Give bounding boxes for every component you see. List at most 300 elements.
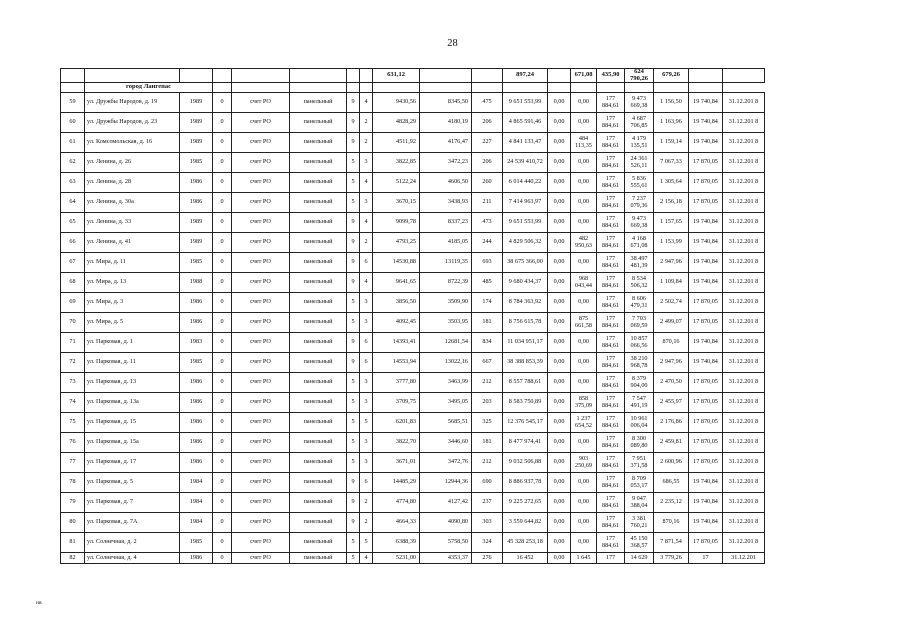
cell-fund-owners: 3 381 760,21 (625, 513, 654, 533)
cell-build-year: 1986 (180, 313, 213, 333)
cell-fund-federal: 0,00 (548, 173, 571, 193)
table-row (61, 193, 765, 213)
table-row (61, 373, 765, 393)
top-specific-cost: 679,26 (654, 69, 689, 83)
cell-overhaul-year: 0 (213, 553, 232, 564)
cell-fund-regional: 0,00 (571, 193, 597, 213)
top-total-cost: 897,24 (503, 69, 548, 83)
cell-address: ул. Парковая, д. 15 (85, 413, 180, 433)
cell-floors: 5 (347, 413, 360, 433)
cell-cost-limit: 19 740,84 (689, 213, 723, 233)
cell-living-area: 8722,39 (420, 273, 472, 293)
cell-fund-local: 177 884,61 (597, 353, 625, 373)
cell-row-number: 61 (61, 133, 85, 153)
cell-fund-local: 177 884,61 (597, 493, 625, 513)
cell-fund-federal: 0,00 (548, 313, 571, 333)
cell-cost-limit: 17 870,05 (689, 533, 723, 553)
cell-cost-per-sqm: 2 947,96 (654, 353, 689, 373)
cell-floors: 5 (347, 153, 360, 173)
cell-total-cost: 9 225 272,65 (503, 493, 548, 513)
cell-fund-owners: 38 497 481,39 (625, 253, 654, 273)
city-name: город Лангепас (85, 83, 213, 93)
cell-cost-limit: 17 870,05 (689, 313, 723, 333)
cell-entrances: 2 (360, 233, 373, 253)
cell-living-area: 8345,50 (420, 93, 472, 113)
cell-total-cost: 8 756 615,78 (503, 313, 548, 333)
cell-residents: 667 (472, 353, 503, 373)
cell-living-area: 4185,05 (420, 233, 472, 253)
cell-address: ул. Мира, д. 3 (85, 293, 180, 313)
cell-entrances: 3 (360, 153, 373, 173)
cell-residents: 181 (472, 433, 503, 453)
cell-fund-owners: 4 168 671,08 (625, 233, 654, 253)
cell-build-year: 1986 (180, 193, 213, 213)
cell-fund-owners: 4 179 135,51 (625, 133, 654, 153)
cell-entrances: 2 (360, 113, 373, 133)
cell-cost-per-sqm: 1 153,99 (654, 233, 689, 253)
table-row (61, 113, 765, 133)
cell-completion-date: 31.12.201 8 (723, 213, 765, 233)
cell-address: ул. Комсомольская, д. 16 (85, 133, 180, 153)
cell-fund-method: счет РО (232, 273, 290, 293)
cell-entrances: 4 (360, 213, 373, 233)
cell-floors: 9 (347, 473, 360, 493)
cell-completion-date: 31.12.201 8 (723, 433, 765, 453)
cell-fund-federal: 0,00 (548, 353, 571, 373)
cell-entrances: 3 (360, 293, 373, 313)
cell-row-number: 63 (61, 173, 85, 193)
cell-fund-local: 177 884,61 (597, 453, 625, 473)
cell-floors: 9 (347, 353, 360, 373)
cell-row-number: 75 (61, 413, 85, 433)
cell-cost-limit: 17 870,05 (689, 173, 723, 193)
cell-build-year: 1986 (180, 173, 213, 193)
cell-wall-material: панельный (290, 173, 347, 193)
cell-overhaul-year: 0 (213, 293, 232, 313)
cell-overhaul-year: 0 (213, 513, 232, 533)
cell-fund-regional: 858 375,09 (571, 393, 597, 413)
cell-completion-date: 31.12.201 8 (723, 493, 765, 513)
cell-residents: 693 (472, 253, 503, 273)
cell-completion-date: 31.12.201 8 (723, 253, 765, 273)
cell-total-area: 3709,75 (373, 393, 420, 413)
cell-floors: 9 (347, 333, 360, 353)
cell-address: ул. Парковая, д. 11 (85, 353, 180, 373)
cell-living-area: 4353,37 (420, 553, 472, 564)
table-row (61, 353, 765, 373)
cell-fund-owners: 8 606 479,31 (625, 293, 654, 313)
cell-row-number: 80 (61, 513, 85, 533)
cell-fund-local: 177 884,61 (597, 373, 625, 393)
cell-total-cost: 11 034 951,17 (503, 333, 548, 353)
cell-address: ул. Парковая, д. 15а (85, 433, 180, 453)
cell-fund-method: счет РО (232, 493, 290, 513)
table-row (61, 533, 765, 553)
cell-cost-limit: 19 740,84 (689, 233, 723, 253)
cell-fund-federal: 0,00 (548, 213, 571, 233)
housing-registry-table (60, 68, 765, 564)
cell-address: ул. Ленина, д. 33 (85, 213, 180, 233)
cell-total-cost: 7 414 963,97 (503, 193, 548, 213)
cell-residents: 485 (472, 273, 503, 293)
cell-cost-per-sqm: 2 459,81 (654, 433, 689, 453)
cell-cost-limit: 17 (689, 553, 723, 564)
cell-cost-limit: 17 870,05 (689, 373, 723, 393)
cell-entrances: 5 (360, 533, 373, 553)
cell-fund-regional: 0,00 (571, 113, 597, 133)
cell-total-cost: 6 014 440,22 (503, 173, 548, 193)
cell-fund-owners: 5 836 555,61 (625, 173, 654, 193)
cell-fund-regional: 0,00 (571, 333, 597, 353)
cell-cost-limit: 19 740,84 (689, 253, 723, 273)
cell-address: ул. Мира, д. 13 (85, 273, 180, 293)
cell-row-number: 76 (61, 433, 85, 453)
cell-wall-material: панельный (290, 153, 347, 173)
cell-fund-owners: 45 150 368,57 (625, 533, 654, 553)
cell-floors: 9 (347, 253, 360, 273)
cell-fund-local: 177 884,61 (597, 233, 625, 253)
cell-total-cost: 24 539 410,72 (503, 153, 548, 173)
cell-total-area: 5122,24 (373, 173, 420, 193)
cell-completion-date: 31.12.201 8 (723, 273, 765, 293)
cell-cost-per-sqm: 2 600,96 (654, 453, 689, 473)
cell-wall-material: панельный (290, 533, 347, 553)
cell-fund-method: счет РО (232, 553, 290, 564)
cell-floors: 9 (347, 233, 360, 253)
cell-total-area: 4774,80 (373, 493, 420, 513)
cell-fund-regional: 1 237 654,52 (571, 413, 597, 433)
cell-fund-local: 177 884,61 (597, 393, 625, 413)
cell-completion-date: 31.12.201 8 (723, 533, 765, 553)
cell-row-number: 81 (61, 533, 85, 553)
cell-total-area: 9641,65 (373, 273, 420, 293)
cell-total-cost: 16 452 (503, 553, 548, 564)
cell-cost-per-sqm: 2 455,97 (654, 393, 689, 413)
cell-build-year: 1985 (180, 153, 213, 173)
cell-row-number: 73 (61, 373, 85, 393)
cell-fund-owners: 9 047 388,04 (625, 493, 654, 513)
cell-address: ул. Ленина, д. 41 (85, 233, 180, 253)
cell-living-area: 3509,90 (420, 293, 472, 313)
cell-fund-local: 177 884,61 (597, 153, 625, 173)
cell-cost-limit: 19 740,84 (689, 353, 723, 373)
cell-floors: 5 (347, 533, 360, 553)
cell-wall-material: панельный (290, 433, 347, 453)
cell-fund-owners: 9 473 669,38 (625, 93, 654, 113)
cell-fund-local: 177 (597, 553, 625, 564)
cell-floors: 5 (347, 193, 360, 213)
cell-fund-federal: 0,00 (548, 473, 571, 493)
cell-overhaul-year: 0 (213, 473, 232, 493)
cell-entrances: 3 (360, 393, 373, 413)
cell-address: ул. Парковая, д. 13 (85, 373, 180, 393)
cell-entrances: 4 (360, 553, 373, 564)
cell-completion-date: 31.12.201 8 (723, 193, 765, 213)
cell-fund-local: 177 884,61 (597, 533, 625, 553)
cell-overhaul-year: 0 (213, 313, 232, 333)
cell-total-cost: 9 032 506,88 (503, 453, 548, 473)
table-row (61, 393, 765, 413)
cell-address: ул. Парковая, д. 7А (85, 513, 180, 533)
cell-fund-federal: 0,00 (548, 273, 571, 293)
cell-floors: 5 (347, 453, 360, 473)
cell-living-area: 4127,42 (420, 493, 472, 513)
cell-total-cost: 8 477 974,41 (503, 433, 548, 453)
cell-fund-method: счет РО (232, 533, 290, 553)
cell-row-number: 68 (61, 273, 85, 293)
cell-fund-federal: 0,00 (548, 293, 571, 313)
table-row (61, 93, 765, 113)
cell-total-area: 14393,41 (373, 333, 420, 353)
cell-fund-regional: 0,00 (571, 433, 597, 453)
cell-cost-limit: 19 740,84 (689, 513, 723, 533)
cell-fund-federal: 0,00 (548, 113, 571, 133)
cell-entrances: 3 (360, 313, 373, 333)
cell-living-area: 3472,23 (420, 153, 472, 173)
cell-cost-per-sqm: 870,16 (654, 333, 689, 353)
cell-fund-federal: 0,00 (548, 393, 571, 413)
cell-row-number: 59 (61, 93, 85, 113)
cell-cost-limit: 19 740,84 (689, 93, 723, 113)
cell-fund-federal: 0,00 (548, 553, 571, 564)
cell-residents: 181 (472, 313, 503, 333)
cell-fund-owners: 10 857 066,56 (625, 333, 654, 353)
table-row (61, 293, 765, 313)
cell-living-area: 4090,80 (420, 513, 472, 533)
cell-overhaul-year: 0 (213, 493, 232, 513)
cell-overhaul-year: 0 (213, 393, 232, 413)
cell-total-area: 5231,00 (373, 553, 420, 564)
cell-entrances: 2 (360, 133, 373, 153)
cell-cost-limit: 17 870,05 (689, 393, 723, 413)
cell-cost-limit: 17 870,05 (689, 433, 723, 453)
cell-fund-method: счет РО (232, 133, 290, 153)
cell-build-year: 1985 (180, 353, 213, 373)
cell-cost-per-sqm: 870,16 (654, 513, 689, 533)
cell-build-year: 1984 (180, 473, 213, 493)
cell-total-area: 3671,01 (373, 453, 420, 473)
top-fund-4: 624 790,26 (625, 69, 654, 83)
cell-fund-method: счет РО (232, 513, 290, 533)
cell-fund-regional: 482 950,63 (571, 233, 597, 253)
cell-wall-material: панельный (290, 233, 347, 253)
cell-cost-per-sqm: 3 779,26 (654, 553, 689, 564)
cell-overhaul-year: 0 (213, 333, 232, 353)
cell-overhaul-year: 0 (213, 373, 232, 393)
cell-wall-material: панельный (290, 273, 347, 293)
cell-address: ул. Парковая, д. 1 (85, 333, 180, 353)
cell-entrances: 6 (360, 473, 373, 493)
cell-total-cost: 9 651 553,99 (503, 93, 548, 113)
cell-wall-material: панельный (290, 133, 347, 153)
cell-completion-date: 31.12.201 8 (723, 113, 765, 133)
cell-fund-owners: 8 300 089,80 (625, 433, 654, 453)
cell-cost-per-sqm: 2 156,18 (654, 193, 689, 213)
cell-address: ул. Ленина, д. 30а (85, 193, 180, 213)
cell-total-cost: 4 841 133,47 (503, 133, 548, 153)
cell-wall-material: панельный (290, 333, 347, 353)
cell-total-cost: 8 583 750,89 (503, 393, 548, 413)
carryover-row (61, 69, 765, 83)
cell-fund-method: счет РО (232, 393, 290, 413)
cell-total-area: 9099,78 (373, 213, 420, 233)
cell-address: ул. Парковая, д. 13а (85, 393, 180, 413)
cell-total-cost: 8 557 788,61 (503, 373, 548, 393)
cell-row-number: 66 (61, 233, 85, 253)
cell-total-area: 14485,29 (373, 473, 420, 493)
cell-wall-material: панельный (290, 313, 347, 333)
cell-fund-regional: 484 113,35 (571, 133, 597, 153)
cell-wall-material: панельный (290, 553, 347, 564)
cell-fund-federal: 0,00 (548, 93, 571, 113)
cell-row-number: 67 (61, 253, 85, 273)
cell-fund-federal: 0,00 (548, 513, 571, 533)
table-row (61, 253, 765, 273)
cell-fund-owners: 7 547 491,19 (625, 393, 654, 413)
cell-cost-per-sqm: 1 305,64 (654, 173, 689, 193)
top-fund-3: 435,90 (597, 69, 625, 83)
cell-living-area: 3472,76 (420, 453, 472, 473)
table-row (61, 433, 765, 453)
cell-total-area: 14553,94 (373, 353, 420, 373)
cell-fund-method: счет РО (232, 353, 290, 373)
cell-living-area: 4176,47 (420, 133, 472, 153)
cell-entrances: 6 (360, 353, 373, 373)
cell-fund-method: счет РО (232, 113, 290, 133)
cell-residents: 212 (472, 453, 503, 473)
cell-row-number: 72 (61, 353, 85, 373)
cell-cost-limit: 19 740,84 (689, 333, 723, 353)
cell-fund-regional: 0,00 (571, 153, 597, 173)
cell-cost-limit: 17 870,05 (689, 153, 723, 173)
cell-fund-owners: 8 534 506,32 (625, 273, 654, 293)
cell-row-number: 60 (61, 113, 85, 133)
table-row (61, 273, 765, 293)
cell-residents: 475 (472, 93, 503, 113)
cell-floors: 5 (347, 553, 360, 564)
cell-floors: 5 (347, 173, 360, 193)
cell-completion-date: 31.12.201 8 (723, 413, 765, 433)
cell-total-cost: 4 829 506,32 (503, 233, 548, 253)
cell-entrances: 3 (360, 433, 373, 453)
cell-overhaul-year: 0 (213, 93, 232, 113)
table-row (61, 553, 765, 564)
cell-wall-material: панельный (290, 253, 347, 273)
cell-row-number: 78 (61, 473, 85, 493)
cell-total-cost: 8 886 937,78 (503, 473, 548, 493)
cell-total-area: 4793,25 (373, 233, 420, 253)
cell-fund-federal: 0,00 (548, 373, 571, 393)
cell-wall-material: панельный (290, 193, 347, 213)
page-number: 28 (447, 38, 458, 49)
cell-floors: 9 (347, 93, 360, 113)
top-total-area: 631,12 (373, 69, 420, 83)
cell-fund-owners: 8 709 053,17 (625, 473, 654, 493)
table-row (61, 333, 765, 353)
cell-residents: 473 (472, 213, 503, 233)
cell-cost-per-sqm: 1 159,14 (654, 133, 689, 153)
cell-completion-date: 31.12.201 8 (723, 353, 765, 373)
cell-total-area: 4664,33 (373, 513, 420, 533)
cell-build-year: 1986 (180, 393, 213, 413)
cell-wall-material: панельный (290, 373, 347, 393)
table-row (61, 153, 765, 173)
cell-build-year: 1983 (180, 333, 213, 353)
cell-entrances: 2 (360, 513, 373, 533)
cell-fund-regional: 0,00 (571, 213, 597, 233)
cell-build-year: 1989 (180, 113, 213, 133)
cell-completion-date: 31.12.201 (723, 553, 765, 564)
cell-wall-material: панельный (290, 353, 347, 373)
cell-living-area: 3446,60 (420, 433, 472, 453)
cell-build-year: 1984 (180, 493, 213, 513)
cell-fund-regional: 903 250,69 (571, 453, 597, 473)
cell-wall-material: панельный (290, 513, 347, 533)
cell-fund-local: 177 884,61 (597, 133, 625, 153)
cell-completion-date: 31.12.201 8 (723, 153, 765, 173)
cell-row-number: 62 (61, 153, 85, 173)
cell-floors: 5 (347, 433, 360, 453)
cell-living-area: 3503,95 (420, 313, 472, 333)
cell-total-cost: 12 376 545,17 (503, 413, 548, 433)
cell-fund-owners: 7 237 079,36 (625, 193, 654, 213)
cell-address: ул. Парковая, д. 7 (85, 493, 180, 513)
cell-living-area: 4180,19 (420, 113, 472, 133)
cell-entrances: 3 (360, 193, 373, 213)
table-row (61, 133, 765, 153)
cell-fund-owners: 7 703 069,59 (625, 313, 654, 333)
cell-floors: 9 (347, 493, 360, 513)
cell-fund-owners: 10 961 006,04 (625, 413, 654, 433)
cell-living-area: 5685,51 (420, 413, 472, 433)
cell-fund-local: 177 884,61 (597, 273, 625, 293)
cell-completion-date: 31.12.201 8 (723, 293, 765, 313)
cell-fund-method: счет РО (232, 333, 290, 353)
cell-fund-regional: 875 661,58 (571, 313, 597, 333)
cell-fund-owners: 14 629 (625, 553, 654, 564)
cell-wall-material: панельный (290, 113, 347, 133)
cell-row-number: 77 (61, 453, 85, 473)
cell-cost-limit: 17 870,05 (689, 413, 723, 433)
cell-cost-per-sqm: 1 156,50 (654, 93, 689, 113)
table-row (61, 473, 765, 493)
cell-build-year: 1986 (180, 413, 213, 433)
city-row (61, 83, 765, 93)
cell-fund-owners: 9 473 669,38 (625, 213, 654, 233)
cell-fund-method: счет РО (232, 453, 290, 473)
cell-build-year: 1989 (180, 133, 213, 153)
cell-residents: 303 (472, 513, 503, 533)
cell-cost-limit: 19 740,84 (689, 473, 723, 493)
cell-completion-date: 31.12.201 8 (723, 333, 765, 353)
cell-living-area: 13119,35 (420, 253, 472, 273)
cell-entrances: 6 (360, 333, 373, 353)
cell-completion-date: 31.12.201 8 (723, 393, 765, 413)
cell-overhaul-year: 0 (213, 433, 232, 453)
cell-row-number: 79 (61, 493, 85, 513)
cell-fund-local: 177 884,61 (597, 473, 625, 493)
top-fund-2: 671,08 (571, 69, 597, 83)
cell-fund-federal: 0,00 (548, 133, 571, 153)
cell-fund-local: 177 884,61 (597, 513, 625, 533)
cell-total-cost: 4 865 591,46 (503, 113, 548, 133)
cell-living-area: 3463,99 (420, 373, 472, 393)
cell-wall-material: панельный (290, 93, 347, 113)
cell-total-cost: 45 328 253,18 (503, 533, 548, 553)
cell-fund-owners: 8 379 904,00 (625, 373, 654, 393)
cell-overhaul-year: 0 (213, 453, 232, 473)
cell-residents: 203 (472, 393, 503, 413)
